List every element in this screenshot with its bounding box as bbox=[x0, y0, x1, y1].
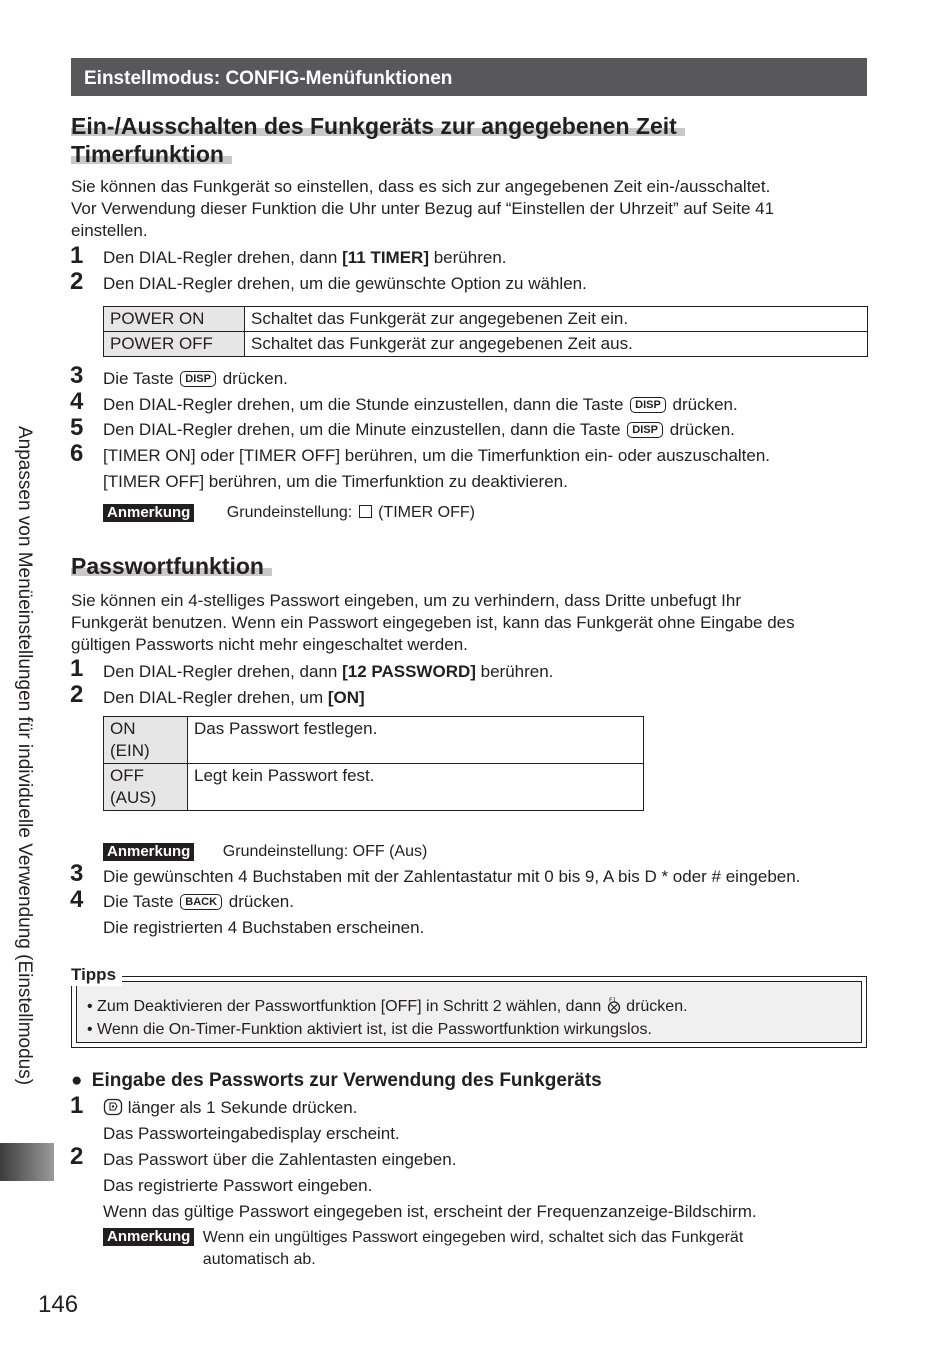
back-key-icon: BACK bbox=[180, 894, 222, 910]
table-value: Das Passwort festlegen. bbox=[188, 717, 644, 764]
step-number: 1 bbox=[70, 1092, 84, 1119]
table-row bbox=[104, 307, 868, 332]
step-number: 2 bbox=[70, 268, 84, 295]
disp-key-icon: DISP bbox=[627, 422, 663, 438]
password-intro-line: gültigen Passworts nicht mehr eingeschaltet werden. bbox=[71, 635, 468, 654]
table-value: Schaltet das Funkgerät zur angegebenen Zeit ein. bbox=[245, 307, 868, 332]
page-number: 146 bbox=[38, 1291, 79, 1318]
step-number: 2 bbox=[70, 1143, 84, 1170]
password-step-4: Die Taste BACK drücken. Die registrierten 4 Buchstaben erscheinen. bbox=[103, 892, 425, 937]
table-value: Legt kein Passwort fest. bbox=[188, 764, 644, 811]
power-key-icon bbox=[606, 996, 622, 1014]
note-badge: Anmerkung bbox=[103, 1228, 194, 1246]
timer-heading-line2: Timerfunktion bbox=[71, 141, 232, 167]
timer-options-table bbox=[103, 306, 868, 357]
table-key: OFF (AUS) bbox=[104, 764, 188, 811]
timer-step-4: Den DIAL-Regler drehen, um die Stunde einzustellen, dann die Taste DISP drücken. bbox=[103, 395, 738, 414]
tips-inner bbox=[76, 981, 862, 1043]
side-chapter-tab bbox=[0, 1143, 54, 1181]
step-number: 4 bbox=[70, 388, 84, 415]
timer-step-3: Die Taste DISP drücken. bbox=[103, 369, 288, 388]
tips-box bbox=[71, 976, 867, 1048]
entry-step-1: länger als 1 Sekunde drücken. Das Passworteingabedisplay erscheint. bbox=[103, 1098, 400, 1143]
timer-heading-line1: Ein-/Ausschalten des Funkgeräts zur angegebenen Zeit bbox=[71, 113, 685, 139]
timer-intro-line: einstellen. bbox=[71, 221, 148, 240]
table-key: POWER ON bbox=[104, 307, 245, 332]
step-number: 1 bbox=[70, 655, 84, 682]
password-intro-line: Funkgerät benutzen. Wenn ein Passwort eingegeben ist, kann das Funkgerät ohne Eingabe des bbox=[71, 613, 795, 632]
password-step-2: Den DIAL-Regler drehen, um [ON] bbox=[103, 688, 365, 707]
step-number: 5 bbox=[70, 414, 84, 441]
tips-label: Tipps bbox=[71, 964, 122, 986]
side-chapter-label: Anpassen von Menüeinstellungen für individuelle Verwendung (Einstellmodus) bbox=[14, 426, 35, 1086]
table-key: ON (EIN) bbox=[104, 717, 188, 764]
svg-text:F1: F1 bbox=[608, 997, 616, 1004]
bullet-icon: ● bbox=[71, 1070, 83, 1091]
section-header-bar: Einstellmodus: CONFIG-Menüfunktionen bbox=[71, 58, 867, 96]
disp-key-icon: DISP bbox=[630, 397, 666, 413]
timer-step-5: Den DIAL-Regler drehen, um die Minute einzustellen, dann die Taste DISP drücken. bbox=[103, 420, 735, 439]
tip-line-2: • Wenn die On-Timer-Funktion aktiviert ist, ist die Passwortfunktion wirkungslos. bbox=[87, 1021, 652, 1038]
table-key: POWER OFF bbox=[104, 332, 245, 357]
lock-key-icon bbox=[103, 1098, 123, 1116]
password-intro bbox=[71, 590, 861, 656]
timer-step-2: Den DIAL-Regler drehen, um die gewünschte Option zu wählen. bbox=[103, 274, 587, 293]
note-badge: Anmerkung bbox=[103, 504, 194, 522]
timer-step-6: [TIMER ON] oder [TIMER OFF] berühren, um die Timerfunktion ein- oder auszuschalten. [TIMER OFF] berühren, um die Timerfunktion zu deaktivieren. bbox=[103, 446, 771, 491]
entry-heading: ● Eingabe des Passworts zur Verwendung des Funkgeräts bbox=[71, 1070, 602, 1091]
checkbox-empty-icon bbox=[359, 505, 372, 518]
timer-step-1: Den DIAL-Regler drehen, dann [11 TIMER] berühren. bbox=[103, 248, 507, 267]
disp-key-icon: DISP bbox=[180, 371, 216, 387]
table-row bbox=[104, 764, 644, 811]
timer-intro-line: Sie können das Funkgerät so einstellen, dass es sich zur angegebenen Zeit ein-/ausschaltet. bbox=[71, 177, 771, 196]
note-badge: Anmerkung bbox=[103, 843, 194, 861]
timer-note: Anmerkung Grundeinstellung: (TIMER OFF) bbox=[103, 503, 475, 523]
table-value: Schaltet das Funkgerät zur angegebenen Zeit aus. bbox=[245, 332, 868, 357]
entry-step-2: Das Passwort über die Zahlentasten eingeben. Das registrierte Passwort eingeben. Wenn das gültige Passwort eingegeben ist, erscheint der Frequenzanzeige-Bildschirm. bbox=[103, 1150, 757, 1221]
password-step-3: Die gewünschten 4 Buchstaben mit der Zahlentastatur mit 0 bis 9, A bis D * oder # eingeben. bbox=[103, 867, 801, 886]
password-options-table bbox=[103, 716, 644, 811]
step-number: 3 bbox=[70, 362, 84, 389]
password-step-1: Den DIAL-Regler drehen, dann [12 PASSWORD] berühren. bbox=[103, 662, 554, 681]
step-number: 2 bbox=[70, 681, 84, 708]
password-intro-line: Sie können ein 4-stelliges Passwort eingeben, um zu verhindern, dass Dritte unbefugt Ihr bbox=[71, 591, 741, 610]
step-number: 1 bbox=[70, 242, 84, 269]
timer-intro-line: Vor Verwendung dieser Funktion die Uhr unter Bezug auf “Einstellen der Uhrzeit” auf Seite 41 bbox=[71, 199, 775, 218]
timer-heading bbox=[71, 112, 685, 168]
tip-line-1: • Zum Deaktivieren der Passwortfunktion [OFF] in Schritt 2 wählen, dann F1 drücken. bbox=[87, 997, 688, 1015]
password-heading: Passwortfunktion bbox=[71, 552, 272, 580]
timer-intro bbox=[71, 176, 861, 242]
password-note: Anmerkung Grundeinstellung: OFF (Aus) bbox=[103, 842, 427, 862]
entry-note: Anmerkung Wenn ein ungültiges Passwort eingegeben wird, schaltet sich das Funkgerät automatisch ab. bbox=[103, 1228, 743, 1270]
step-number: 3 bbox=[70, 860, 84, 887]
table-row bbox=[104, 717, 644, 764]
step-number: 4 bbox=[70, 886, 84, 913]
table-row bbox=[104, 332, 868, 357]
step-number: 6 bbox=[70, 440, 84, 467]
